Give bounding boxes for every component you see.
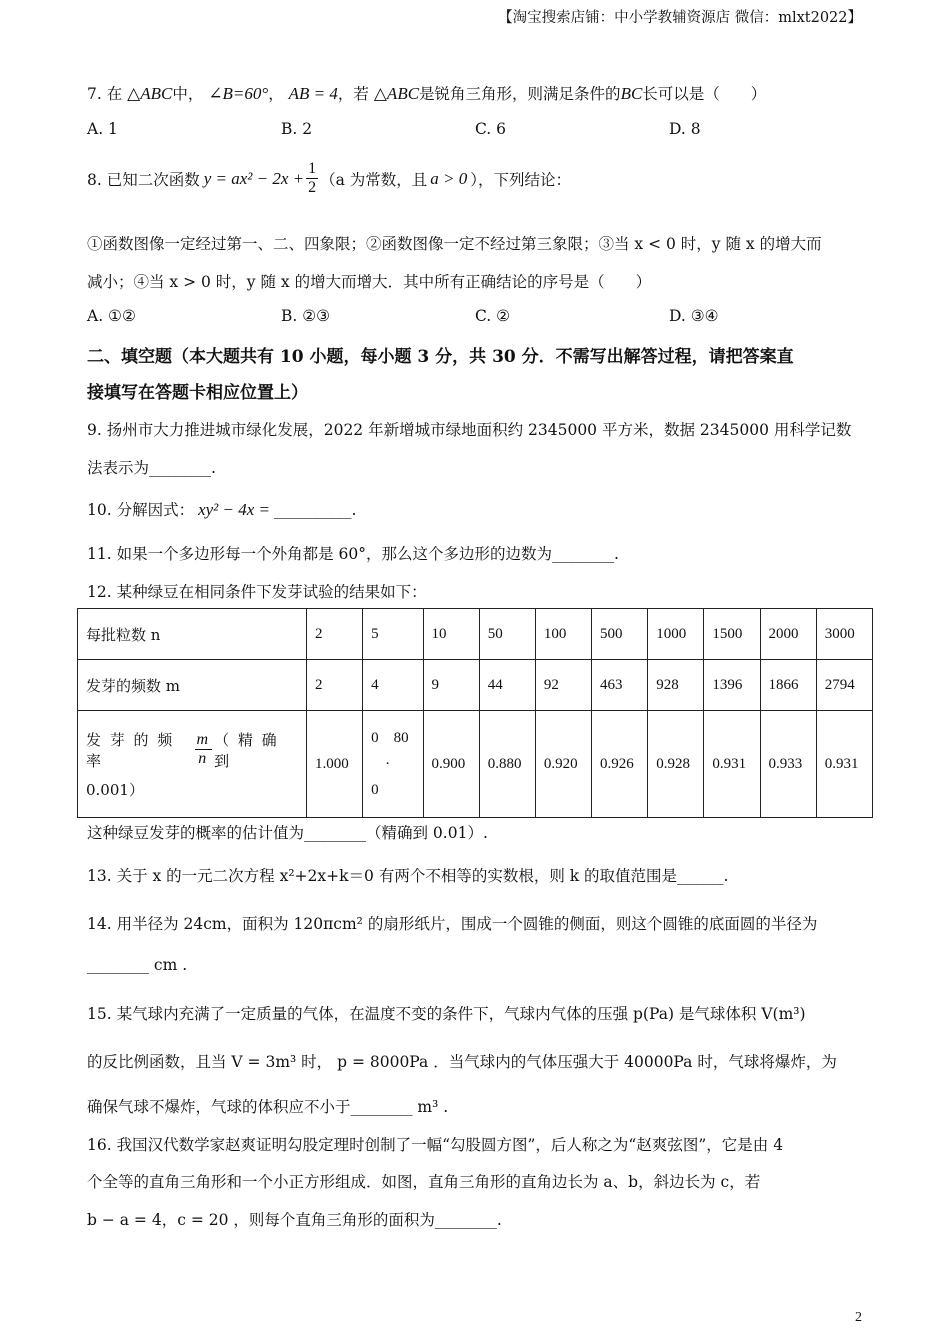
table-cell: 2000 (760, 609, 816, 660)
question-10: 10. 分解因式： xy² − 4x = __________. (87, 500, 357, 519)
table-cell: 0.900 (423, 711, 479, 818)
question-15-line-3: 确保气球不爆炸，气球的体积应不小于________ m³ . (87, 1098, 449, 1116)
question-12-stem: 12. 某种绿豆在相同条件下发芽试验的结果如下： (87, 583, 427, 601)
question-11: 11. 如果一个多边形每一个外角都是 60°，那么这个多边形的边数为________. (87, 545, 619, 563)
table-cell: 0.920 (535, 711, 591, 818)
table-cell: 928 (648, 660, 704, 711)
table-header-cell: 发芽的频数 m (78, 660, 307, 711)
question-13: 13. 关于 x 的一元二次方程 x²+2x+k＝0 有两个不相等的实数根，则 k 的取值范围是______. (87, 867, 729, 885)
question-9-line-2: 法表示为________. (87, 459, 216, 477)
table-header-cell: 发 芽 的 频 率 $\frac{m}{n}$ （ 精 确 到 0.001） (78, 711, 307, 818)
table-cell: 4 (363, 660, 423, 711)
table-cell: 500 (592, 609, 648, 660)
question-8-option-c: C. ② (475, 307, 511, 325)
question-8-line-2: ①函数图像一定经过第一、二、四象限；②函数图像一定不经过第三象限；③当 x < 0 时，y 随 x 的增大而 (87, 235, 822, 253)
table-row-germination-count (78, 660, 873, 711)
question-8-stem: 8. 已知二次函数 y = ax² − 2x + $\frac{1}{2}$ （a 为常数，且 a > 0 ），下列结论： (87, 160, 572, 196)
table-cell: 3000 (816, 609, 872, 660)
table-cell: 0.928 (648, 711, 704, 818)
table-row-batch-size (78, 609, 873, 660)
question-8-option-d: D. ③④ (669, 307, 719, 325)
table-cell: 0.931 (816, 711, 872, 818)
table-cell: 50 (479, 609, 535, 660)
table-cell: 2 (307, 660, 363, 711)
question-8-line-3: 减小；④当 x > 0 时，y 随 x 的增大而增大．其中所有正确结论的序号是（ ） (87, 273, 652, 291)
question-7-stem: 7. 在 △ABC中， ∠B=60°， AB = 4，若 △ABC是锐角三角形，则满足条件的BC长可以是（ ） (87, 84, 767, 103)
table-cell: 463 (592, 660, 648, 711)
table-cell: 1866 (760, 660, 816, 711)
section-title-line-2: 接填写在答题卡相应位置上） (87, 383, 308, 403)
table-cell: 92 (535, 660, 591, 711)
question-7-option-c: C. 6 (475, 120, 507, 138)
question-14-line-1: 14. 用半径为 24cm，面积为 120πcm² 的扇形纸片，围成一个圆锥的侧面，则这个圆锥的底面圆的半径为 (87, 915, 818, 933)
table-cell: 100 (535, 609, 591, 660)
table-cell: 9 (423, 660, 479, 711)
rate-fraction: $\frac{m}{n}$ (196, 731, 211, 767)
question-8-option-b: B. ②③ (281, 307, 331, 325)
question-16-line-2: 个全等的直角三角形和一个小正方形组成．如图，直角三角形的直角边长为 a、b，斜边长为 c，若 (87, 1173, 761, 1191)
table-cell: 1500 (704, 609, 760, 660)
table-cell: 1.000 (307, 711, 363, 818)
question-7-option-a: A. 1 (87, 120, 118, 138)
question-7-option-d: D. 8 (669, 120, 701, 138)
question-15-line-1: 15. 某气球内充满了一定质量的气体，在温度不变的条件下，气球内气体的压强 p(Pa) 是气球体积 V(m³) (87, 1005, 806, 1023)
question-16-line-1: 16. 我国汉代数学家赵爽证明勾股定理时创制了一幅“勾股圆方图”，后人称之为“赵爽弦图”，它是由 4 (87, 1136, 784, 1154)
table-cell: 10 (423, 609, 479, 660)
table-cell: 2 (307, 609, 363, 660)
table-cell: 0.931 (704, 711, 760, 818)
section-title-line-1: 二、填空题（本大题共有 10 小题，每小题 3 分，共 30 分．不需写出解答过程，请把答案直 (87, 347, 794, 367)
question-9-line-1: 9. 扬州市大力推进城市绿化发展，2022 年新增城市绿地面积约 2345000 平方米，数据 2345000 用科学记数 (87, 421, 852, 439)
table-header-cell: 每批粒数 n (78, 609, 307, 660)
question-16-line-3: b − a = 4，c = 20 ，则每个直角三角形的面积为________. (87, 1211, 502, 1229)
question-12-after: 这种绿豆发芽的概率的估计值为________（精确到 0.01）. (87, 824, 488, 842)
table-cell: 5 (363, 609, 423, 660)
table-cell: 1000 (648, 609, 704, 660)
question-8-fraction: $\frac{1}{2}$ (308, 160, 317, 196)
table-cell: 44 (479, 660, 535, 711)
question-8-option-a: A. ①② (87, 307, 136, 325)
table-cell: 0.926 (592, 711, 648, 818)
table-cell: 2794 (816, 660, 872, 711)
table-row-germination-rate (78, 711, 873, 818)
table-cell: 1396 (704, 660, 760, 711)
page-header: 【淘宝搜索店铺：中小学教辅资源店 微信：mlxt2022】 (498, 10, 862, 26)
table-cell: 0 80 · 0 (363, 711, 423, 818)
question-14-line-2: ________ cm . (87, 956, 188, 974)
table-cell: 0.933 (760, 711, 816, 818)
page-number: 2 (855, 1310, 862, 1325)
question-7-option-b: B. 2 (281, 120, 313, 138)
table-cell: 0.880 (479, 711, 535, 818)
question-15-line-2: 的反比例函数，且当 V = 3m³ 时， p = 8000Pa ．当气球内的气体压强大于 40000Pa 时，气球将爆炸，为 (87, 1053, 837, 1071)
germination-table (77, 608, 873, 818)
